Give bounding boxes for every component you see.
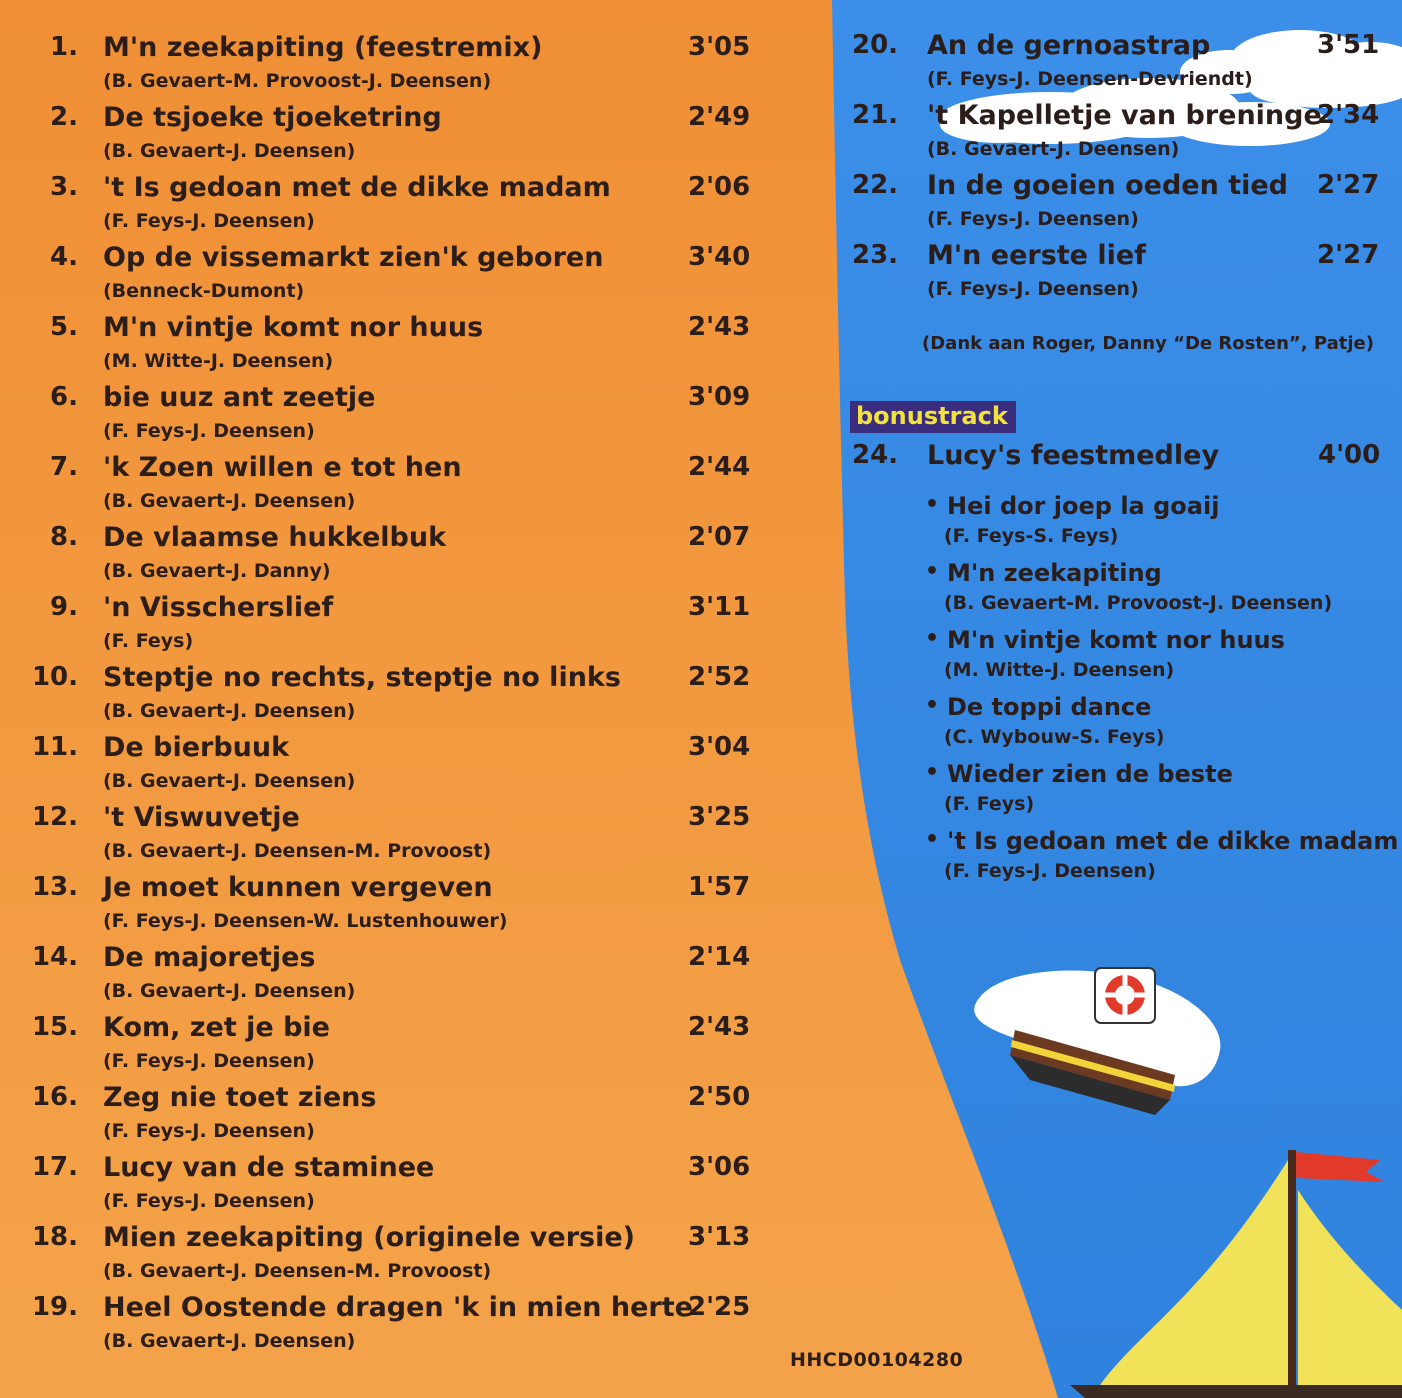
- track-title: Op de vissemarkt zien'k geboren: [103, 242, 604, 273]
- track-number: 7.: [50, 452, 78, 482]
- life-ring-icon: [1095, 968, 1155, 1023]
- track-duration: 2'07: [688, 522, 751, 552]
- track-title: 't Viswuvetje: [103, 802, 300, 833]
- track-title: 't Is gedoan met de dikke madam: [103, 172, 611, 203]
- track-title: De tsjoeke tjoeketring: [103, 102, 442, 133]
- track-duration: 4'00: [1318, 440, 1381, 470]
- track-number: 17.: [31, 1152, 78, 1182]
- track-credits: (F. Feys-J. Deensen): [927, 208, 1139, 230]
- track-title: Zeg nie toet ziens: [103, 1082, 377, 1113]
- track-row: [0, 242, 780, 306]
- track-row: [852, 170, 1402, 234]
- track-number: 9.: [50, 592, 78, 622]
- track-credits: (B. Gevaert-J. Deensen): [103, 980, 356, 1002]
- track-row: [852, 100, 1402, 164]
- track-duration: 2'49: [688, 102, 751, 132]
- bullet-icon: •: [925, 827, 940, 852]
- track-title: De vlaamse hukkelbuk: [103, 522, 447, 553]
- track-duration: 3'51: [1317, 30, 1380, 60]
- track-number: 6.: [50, 382, 78, 412]
- track-number: 2.: [50, 102, 78, 132]
- track-title: Heel Oostende dragen 'k in mien herte: [103, 1292, 693, 1323]
- track-credits: (B. Gevaert-J. Deensen): [103, 700, 356, 722]
- track-number: 15.: [31, 1012, 78, 1042]
- track-credits: (B. Gevaert-J. Deensen-M. Provoost): [103, 1260, 492, 1282]
- track-credits: (B. Gevaert-J. Deensen-M. Provoost): [103, 840, 492, 862]
- track-credits: (F. Feys-J. Deensen): [927, 278, 1139, 300]
- medley-title: 't Is gedoan met de dikke madam: [947, 827, 1399, 855]
- tracklist-right: [852, 0, 1402, 320]
- track-row: [0, 942, 780, 1006]
- track-duration: 2'14: [688, 942, 751, 972]
- bullet-icon: •: [925, 559, 940, 584]
- track-credits: (F. Feys-J. Deensen): [103, 1050, 315, 1072]
- track-title: De majoretjes: [103, 942, 316, 973]
- track-row: [0, 1292, 780, 1356]
- track-title: An de gernoastrap: [927, 30, 1211, 61]
- track-credits: (F. Feys-J. Deensen): [103, 210, 315, 232]
- track-duration: 3'40: [688, 242, 751, 272]
- track-row: [0, 1012, 780, 1076]
- track-title: Lucy's feestmedley: [927, 440, 1220, 471]
- track-title: Je moet kunnen vergeven: [103, 872, 493, 903]
- track-credits: (F. Feys-J. Deensen): [103, 1190, 315, 1212]
- track-duration: 3'04: [688, 732, 751, 762]
- track-title: Kom, zet je bie: [103, 1012, 330, 1043]
- bullet-icon: •: [925, 760, 940, 785]
- track-row: [852, 240, 1402, 304]
- catalog-number: HHCD00104280: [790, 1349, 964, 1371]
- bullet-icon: •: [925, 626, 940, 651]
- track-number: 21.: [852, 100, 899, 130]
- track-credits: (B. Gevaert-J. Deensen): [927, 138, 1180, 160]
- track-number: 19.: [31, 1292, 78, 1322]
- track-duration: 2'43: [688, 1012, 751, 1042]
- track-duration: 2'52: [688, 662, 751, 692]
- medley-title: Hei dor joep la goaij: [947, 492, 1220, 520]
- medley-title: De toppi dance: [947, 693, 1152, 721]
- medley-credits: (F. Feys): [944, 793, 1035, 815]
- medley-title: M'n zeekapiting: [947, 559, 1162, 587]
- track-row: [0, 102, 780, 166]
- track-row: [0, 732, 780, 796]
- bullet-icon: •: [925, 693, 940, 718]
- track-number: 20.: [852, 30, 899, 60]
- track-title: Steptje no rechts, steptje no links: [103, 662, 621, 693]
- track-number: 1.: [50, 32, 78, 62]
- medley-credits: (C. Wybouw-S. Feys): [944, 726, 1165, 748]
- track-title: Mien zeekapiting (originele versie): [103, 1222, 636, 1253]
- thanks-note: (Dank aan Roger, Danny “De Rosten”, Patje): [922, 333, 1374, 354]
- track-row: [0, 1222, 780, 1286]
- medley-credits: (B. Gevaert-M. Provoost-J. Deensen): [944, 592, 1333, 614]
- track-duration: 2'25: [688, 1292, 751, 1322]
- track-duration: 2'43: [688, 312, 751, 342]
- medley-credits: (M. Witte-J. Deensen): [944, 659, 1175, 681]
- track-title: 'k Zoen willen e tot hen: [103, 452, 462, 483]
- track-title: In de goeien oeden tied: [927, 170, 1289, 201]
- track-duration: 2'34: [1317, 100, 1380, 130]
- track-credits: (Benneck-Dumont): [103, 280, 305, 302]
- medley-title: Wieder zien de beste: [947, 760, 1233, 788]
- track-number: 14.: [31, 942, 78, 972]
- track-number: 8.: [50, 522, 78, 552]
- track-credits: (F. Feys-J. Deensen-Devriendt): [927, 68, 1253, 90]
- track-number: 3.: [50, 172, 78, 202]
- track-number: 22.: [852, 170, 899, 200]
- track-credits: (B. Gevaert-J. Deensen): [103, 770, 356, 792]
- bullet-icon: •: [925, 492, 940, 517]
- medley-credits: (F. Feys-S. Feys): [944, 525, 1119, 547]
- track-number: 12.: [31, 802, 78, 832]
- track-duration: 3'13: [688, 1222, 751, 1252]
- track-duration: 3'25: [688, 802, 751, 832]
- track-credits: (B. Gevaert-J. Danny): [103, 560, 331, 582]
- track-row: [0, 522, 780, 586]
- track-duration: 2'27: [1317, 240, 1380, 270]
- track-number: 18.: [31, 1222, 78, 1252]
- track-credits: (F. Feys-J. Deensen): [103, 420, 315, 442]
- medley-credits: (F. Feys-J. Deensen): [944, 860, 1156, 882]
- track-credits: (B. Gevaert-J. Deensen): [103, 1330, 356, 1352]
- track-title: M'n vintje komt nor huus: [103, 312, 484, 343]
- track-duration: 2'06: [688, 172, 751, 202]
- track-row: [0, 172, 780, 236]
- track-credits: (B. Gevaert-J. Deensen): [103, 490, 356, 512]
- track-row: [0, 592, 780, 656]
- track-row: [0, 32, 780, 96]
- track-number: 24.: [852, 440, 899, 470]
- track-number: 13.: [31, 872, 78, 902]
- track-number: 16.: [31, 1082, 78, 1112]
- track-title: De bierbuuk: [103, 732, 290, 763]
- track-title: 't Kapelletje van breninge: [927, 100, 1322, 131]
- track-number: 11.: [31, 732, 78, 762]
- track-row: [0, 1152, 780, 1216]
- track-row: [0, 452, 780, 516]
- track-row: [0, 802, 780, 866]
- track-row: [0, 312, 780, 376]
- track-row: [0, 662, 780, 726]
- track-duration: 2'50: [688, 1082, 751, 1112]
- track-title: bie uuz ant zeetje: [103, 382, 376, 413]
- track-duration: 3'05: [688, 32, 751, 62]
- track-row: [0, 872, 780, 936]
- track-row: [0, 382, 780, 446]
- track-credits: (F. Feys-J. Deensen-W. Lustenhouwer): [103, 910, 508, 932]
- track-number: 23.: [852, 240, 899, 270]
- track-credits: (B. Gevaert-M. Provoost-J. Deensen): [103, 70, 492, 92]
- track-title: M'n zeekapiting (feestremix): [103, 32, 543, 63]
- track-duration: 3'11: [688, 592, 751, 622]
- bonus-track: [852, 440, 1402, 480]
- track-title: Lucy van de staminee: [103, 1152, 435, 1183]
- track-title: 'n Visscherslief: [103, 592, 334, 623]
- track-credits: (M. Witte-J. Deensen): [103, 350, 334, 372]
- track-duration: 2'27: [1317, 170, 1380, 200]
- track-credits: (F. Feys): [103, 630, 194, 652]
- track-credits: (B. Gevaert-J. Deensen): [103, 140, 356, 162]
- track-credits: (F. Feys-J. Deensen): [103, 1120, 315, 1142]
- track-row: [852, 30, 1402, 94]
- track-duration: 3'06: [688, 1152, 751, 1182]
- bonustrack-badge: bonustrack: [850, 401, 1016, 433]
- track-duration: 1'57: [688, 872, 751, 902]
- track-number: 5.: [50, 312, 78, 342]
- track-number: 10.: [31, 662, 78, 692]
- track-row: [0, 1082, 780, 1146]
- track-title: M'n eerste lief: [927, 240, 1146, 271]
- track-duration: 2'44: [688, 452, 751, 482]
- track-number: 4.: [50, 242, 78, 272]
- medley-title: M'n vintje komt nor huus: [947, 626, 1285, 654]
- track-duration: 3'09: [688, 382, 751, 412]
